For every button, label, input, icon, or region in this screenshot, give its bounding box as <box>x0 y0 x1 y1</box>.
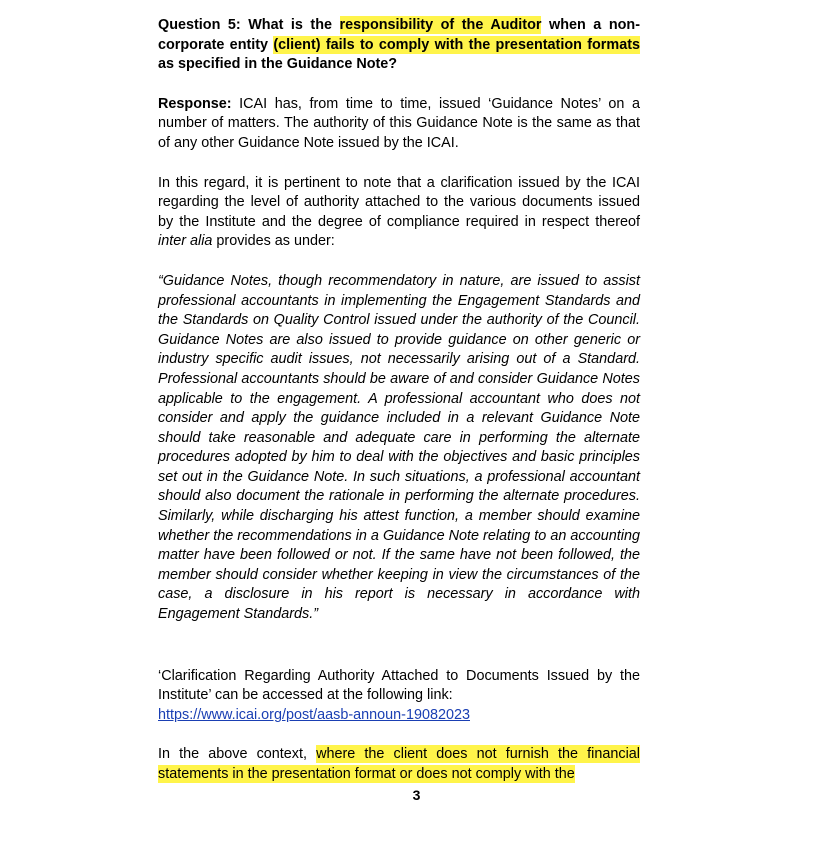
regard-text: In this regard, it is pertinent to note that a clarification issued by the ICAI regarding the level of authority attached to the various documents issued by the Institute and the degree of compliance required in respect thereof <box>158 174 640 230</box>
regard-suffix: provides as under: <box>212 233 335 250</box>
guidance-quote: “Guidance Notes, though recommendatory in nature, are issued to assist professional accountants in implementing the Engagement Standards and the Standards on Quality Control issued under the authority of the Council. Guidance Notes are also issued to provide guidance on other generic or industry specific audit issues, not necessarily arising out of a Standard. Professional accountants should be aware of and consider Guidance Notes applicable to the engagement. A professional accountant who does not consider and apply the guidance included in a relevant Guidance Note should take reasonable and adequate care in performing the alternate procedures adopted by him to deal with the objectives and basic principles set out in the Guidance Note. In such situations, a professional accountant should also document the rationale in performing the alternate procedures. Similarly, while discharging his attest function, a member should examine whether the recommendations in a Guidance Note relating to an accounting matter have been followed or not. If the same have not been followed, the member should consider whether keeping in view the circumstances of the case, a disclosure in his report is necessary in accordance with Engagement Standards.” <box>158 272 640 623</box>
context-prefix: In the above context, <box>158 746 317 763</box>
page-number: 3 <box>412 787 421 803</box>
document-page <box>158 10 640 785</box>
highlight-client-not-furnish: where the client does not furnish the financial statements in the presentation format or does not comply with the <box>158 746 640 782</box>
clarification-paragraph <box>158 667 640 726</box>
response-paragraph <box>158 95 640 154</box>
highlight-responsibility: responsibility of the Auditor <box>339 17 542 33</box>
question-suffix: as specified in the Guidance Note? <box>158 56 398 73</box>
question-prefix: Question 5: What is the <box>158 17 340 33</box>
response-text: ICAI has, from time to time, issued ‘Guidance Notes’ on a number of matters. The authority of this Guidance Note is the same as that of any other Guidance Note issued by the ICAI. <box>158 95 640 151</box>
regard-paragraph <box>158 174 640 252</box>
question-mid: when a non-corporate entity <box>158 17 641 53</box>
icai-link[interactable]: https://www.icai.org/post/aasb-announ-19082023 <box>158 706 470 723</box>
clarification-text: ‘Clarification Regarding Authority Attached to Documents Issued by the Institute’ can be accessed at the following link: <box>158 667 640 704</box>
inter-alia: inter alia <box>158 233 213 250</box>
context-paragraph <box>158 745 640 784</box>
question-heading <box>158 16 640 75</box>
response-label: Response: <box>158 95 232 112</box>
highlight-client-fails: (client) fails to comply with the presentation formats <box>273 36 640 53</box>
